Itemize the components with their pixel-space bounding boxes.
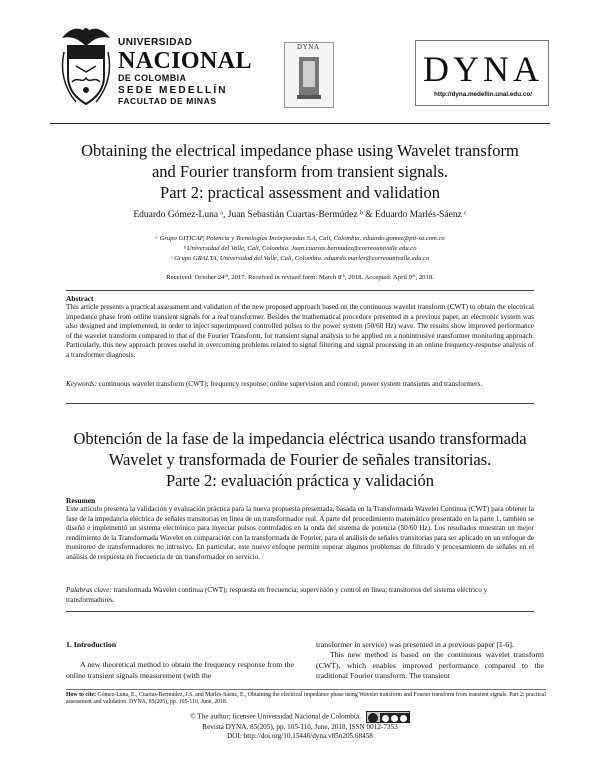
footer-journal-ref: Revista DYNA, 85(205), pp. 105-110, June, 2018, ISSN 0012-7353 (202, 723, 398, 731)
university-campus: SEDE MEDELLÍN (118, 85, 228, 96)
introduction-paragraph-right-2: This new method is based on the continuous wavelet transform (CWT), which enables improved performance compared to the traditional Fourier transform. The transient (316, 650, 544, 681)
paper-title-en (40, 140, 560, 203)
keywords-text: continuous wavelet transform (CWT); frequency response; online supervision and control; power system transients and transformers. (98, 380, 483, 388)
submission-dates: Received: October 24ᵗʰ, 2017. Received in revised form: March 8ᵗʰ, 2018. Accepted: April 9ᵗʰ, 2018. (166, 274, 434, 281)
title-en-line1: Obtaining the electrical impedance phase using Wavelet transform (81, 141, 519, 160)
resumen-heading: Resumen (66, 496, 96, 505)
cover-photo-icon (285, 43, 333, 107)
journal-logo-box (415, 40, 549, 106)
body-column-left (66, 640, 294, 681)
affiliation-c: ᶜ Grupo GRALTA, Universidad del Valle, Cali, Colombia. eduardo.marles@correounivalle.edu.co (170, 255, 430, 262)
resumen-text: Este artículo presenta la validación y evaluación práctica para la nueva propuesta presentada, basada en la Transformada Wavelet Continua (CWT) para obtener la fase de la impedancia eléctrica de señales transitorias en línea de un transformador real. A parte del procedimiento matemático presentado en la parte 1, también se diseñó e implementó un sistema electrónico para inyectar pulsos controlados en la onda del sistema de potencia (50/60 Hz). Los resultados muestran un mejor rendimiento de la Transformada Wavelet en comparación con la transformada de Fourier, para el análisis de señales transitorias para ser aplicado en un enfoque de monitoreo de transformadores no intrusivo. En particular, este nuevo enfoque permite superar algunos problemas de filtrado y procesamiento de señales en el análisis de respuesta en frecuencia de un transformador en servicio. (66, 505, 534, 561)
header-divider (50, 123, 550, 124)
abstract-top-rule (66, 290, 534, 291)
affiliations (40, 234, 560, 264)
cover-label: DYNA (297, 43, 320, 51)
affiliation-b: ᵇ Universidad del Valle, Cali, Colombia. Juan.cuartas.bermudez@correounivalle.edu.co (183, 245, 417, 252)
body-column-right (316, 640, 544, 682)
journal-header (0, 0, 600, 128)
page-footer (100, 711, 500, 742)
footer-license-line (100, 711, 500, 723)
authors: Eduardo Gómez-Luna ᵃ, Juan Sebastián Cuartas-Bermúdez ᵇ & Eduardo Marlés-Sáenz ᶜ (133, 210, 467, 220)
section-heading-introduction: 1. Introduction (66, 640, 117, 649)
university-line2: NACIONAL (118, 48, 252, 74)
palabras-clave (66, 586, 534, 605)
how-to-cite (66, 689, 546, 707)
journal-cover-image (284, 42, 334, 108)
journal-url[interactable]: http://dyna.medellin.unal.edu.co/ (434, 91, 532, 98)
abstract-bottom-rule (66, 403, 534, 404)
footer-doi[interactable]: DOI: http://doi.org/10.15446/dyna.v85n205.68458 (227, 732, 373, 741)
title-es-line2: Wavelet y transformada de Fourier de señales transitorias. (108, 450, 492, 469)
creative-commons-badge-icon[interactable] (366, 711, 410, 723)
title-es-line3: Parte 2: evaluación práctica y validación (165, 471, 434, 490)
how-to-cite-text: Gómez-Luna, E., Cuartas-Bermúdez, J.S. and Marlés-Sáenz, E., Obtaining the electrical impedance phase using Wavelet transform and Fourier transform from transient signals. Part 2: practical assessment and validation. DYNA, 85(205), pp. 105-110, June, 2018. (66, 692, 546, 706)
university-line1: UNIVERSIDAD (118, 37, 193, 48)
journal-name: DYNA (423, 49, 543, 89)
palabras-clave-label: Palabras clave: (66, 586, 112, 594)
resumen-bottom-rule (66, 611, 534, 612)
introduction-paragraph-right-1: transformer in service) was presented in a previous paper [1-6]. (316, 640, 514, 649)
paper-title-es (40, 428, 560, 491)
university-wordmark (118, 38, 252, 106)
abstract-text: This article presents a practical assessment and validation of the new proposed approach based on the continuous wavelet transform (CWT) to obtain the electrical impedance phase from online transient signals for a real transformer. Besides the mathematical procedure presented in a previous paper, an electronic system was also designed and implemented, in order to inject superimposed controlled pulses to the power system (50/60 Hz) wave. The results show improved performance of the wavelet transform compared to that of the Fourier Transform, for transient signal analysis to be applied on a nonintrusive transformer monitoring approach. Particularly, this new approach proves useful in overcoming problems related to signal filtering and signal processing in an online frequency-response analysis of a transformer diagnosis. (66, 303, 534, 359)
introduction-paragraph-left: A new theoretical method to obtain the frequency response from the online transient signals measurement (with the (66, 660, 294, 680)
abstract-heading: Abstract (66, 294, 94, 303)
how-to-cite-label: How to cite: (66, 692, 97, 698)
title-es-line1: Obtención de la fase de la impedancia eléctrica usando transformada (73, 429, 527, 448)
footer-license: © The author; licensee Universidad Nacional de Colombia. (190, 712, 361, 721)
keywords-label: Keywords: (66, 380, 97, 388)
affiliation-a: ᵃ Grupo GITICAP, Potencia y Tecnologías Incorporadas S.A, Cali, Colombia. eduardo.gomez@pti-sa.com.co (155, 235, 445, 242)
university-faculty: FACULTAD DE MINAS (118, 96, 217, 106)
university-crest-logo (58, 22, 114, 108)
keywords (66, 380, 534, 390)
university-line3: DE COLOMBIA (118, 73, 187, 83)
title-en-line3: Part 2: practical assessment and validation (160, 183, 440, 202)
palabras-clave-text: transformada Wavelet continua (CWT); respuesta en frecuencia; supervisión y control en línea; transitorios del sistema eléctrico y transformadores. (66, 586, 488, 604)
title-en-line2: and Fourier transform from transient signals. (151, 162, 449, 181)
